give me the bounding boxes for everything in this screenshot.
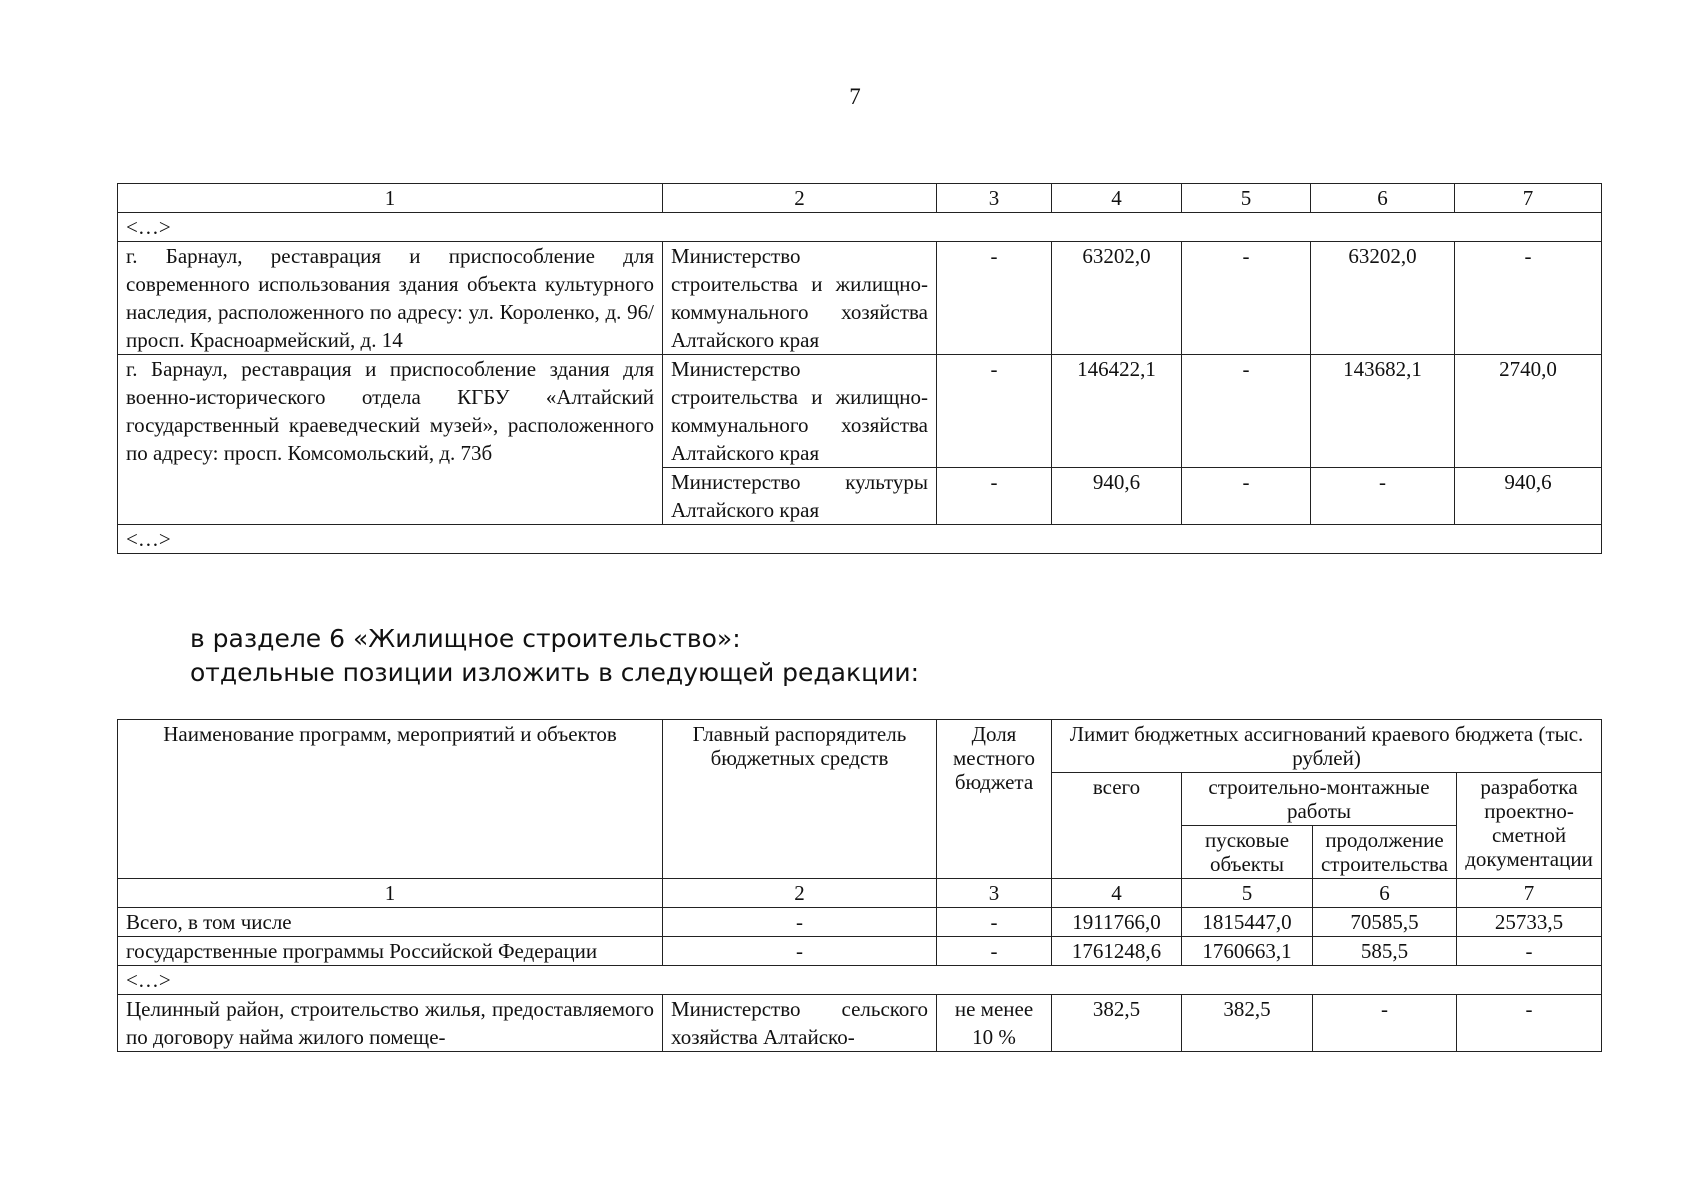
cell-design: 940,6 (1455, 468, 1602, 525)
ellipsis-row: <…> (118, 525, 1602, 554)
section-instruction: отдельные позиции изложить в следующей редакции: (190, 658, 920, 687)
manager-name: Министерство строительства и жилищно-коммунального хозяйства Алтайского края (663, 355, 937, 468)
table-row (118, 355, 1602, 468)
col-num-1: 1 (118, 184, 663, 213)
column-number-row (118, 184, 1602, 213)
manager-name: Министерство культуры Алтайского края (663, 468, 937, 525)
section-heading: в разделе 6 «Жилищное строительство»: (190, 624, 741, 653)
cell-continuation: 585,5 (1313, 937, 1457, 966)
header-local-share: Доля местного бюджета (937, 720, 1052, 879)
row-name: Целинный район, строительство жилья, предоставляемого по договору найма жилого помеще- (118, 995, 663, 1052)
cell-design: 2740,0 (1455, 355, 1602, 468)
cell-design: - (1457, 995, 1602, 1052)
cell-total: 1761248,6 (1052, 937, 1182, 966)
col-num-3: 3 (937, 184, 1052, 213)
objects-table (117, 183, 1602, 554)
cell-total: 382,5 (1052, 995, 1182, 1052)
col-num-2: 2 (663, 184, 937, 213)
cell-launch: 1760663,1 (1182, 937, 1313, 966)
cell-total: 146422,1 (1052, 355, 1182, 468)
cell-local-share: - (937, 355, 1052, 468)
cell-manager: Министерство сельского хозяйства Алтайско- (663, 995, 937, 1052)
cell-design: - (1457, 937, 1602, 966)
cell-continuation: 63202,0 (1311, 242, 1455, 355)
ellipsis-row: <…> (118, 966, 1602, 995)
manager-name: Министерство строительства и жилищно-коммунального хозяйства Алтайского края (663, 242, 937, 355)
cell-continuation: 143682,1 (1311, 355, 1455, 468)
cell-launch: 1815447,0 (1182, 908, 1313, 937)
column-number-row (118, 879, 1602, 908)
header-launch: пусковые объекты (1182, 826, 1313, 879)
cell-launch: - (1182, 242, 1311, 355)
cell-continuation: - (1311, 468, 1455, 525)
header-manager: Главный распорядитель бюджетных средств (663, 720, 937, 879)
header-name: Наименование программ, мероприятий и объектов (118, 720, 663, 879)
col-num-2: 2 (663, 879, 937, 908)
object-name: г. Барнаул, реставрация и приспособление для современного использования здания объекта культурного наследия, расположенного по адресу: ул. Короленко, д. 96/просп. Красноармейский, д. 14 (118, 242, 663, 355)
object-name: г. Барнаул, реставрация и приспособление здания для военно-исторического отдела КГБУ «Алтайский государственный краеведческий музей», расположенного по адресу: просп. Комсомольский, д. 73б (118, 355, 663, 525)
cell-local-share: не менее 10 % (937, 995, 1052, 1052)
col-num-7: 7 (1457, 879, 1602, 908)
col-num-1: 1 (118, 879, 663, 908)
cell-launch: - (1182, 468, 1311, 525)
housing-table (117, 719, 1602, 1052)
header-design: разработка проектно-сметной документации (1457, 773, 1602, 879)
header-construction: строительно-монтажные работы (1182, 773, 1457, 826)
cell-local-share: - (937, 242, 1052, 355)
col-num-5: 5 (1182, 184, 1311, 213)
row-name: Всего, в том числе (118, 908, 663, 937)
col-num-5: 5 (1182, 879, 1313, 908)
ellipsis-row: <…> (118, 213, 1602, 242)
cell-design: 25733,5 (1457, 908, 1602, 937)
row-name: государственные программы Российской Федерации (118, 937, 663, 966)
page-number: 7 (849, 84, 861, 109)
cell-design: - (1455, 242, 1602, 355)
cell-continuation: - (1313, 995, 1457, 1052)
col-num-7: 7 (1455, 184, 1602, 213)
col-num-3: 3 (937, 879, 1052, 908)
table-row (118, 995, 1602, 1052)
table-row (118, 242, 1602, 355)
col-num-6: 6 (1313, 879, 1457, 908)
table-row (118, 908, 1602, 937)
cell-launch: 382,5 (1182, 995, 1313, 1052)
col-num-6: 6 (1311, 184, 1455, 213)
cell-local-share: - (937, 908, 1052, 937)
cell-local-share: - (937, 468, 1052, 525)
cell-total: 1911766,0 (1052, 908, 1182, 937)
cell-launch: - (1182, 355, 1311, 468)
cell-total: 940,6 (1052, 468, 1182, 525)
header-total: всего (1052, 773, 1182, 879)
header-limit: Лимит бюджетных ассигнований краевого бюджета (тыс. рублей) (1052, 720, 1602, 773)
cell-continuation: 70585,5 (1313, 908, 1457, 937)
cell-total: 63202,0 (1052, 242, 1182, 355)
cell-local-share: - (937, 937, 1052, 966)
col-num-4: 4 (1052, 184, 1182, 213)
cell-manager: - (663, 908, 937, 937)
header-continuation: продолжение строительства (1313, 826, 1457, 879)
col-num-4: 4 (1052, 879, 1182, 908)
table-row (118, 937, 1602, 966)
cell-manager: - (663, 937, 937, 966)
